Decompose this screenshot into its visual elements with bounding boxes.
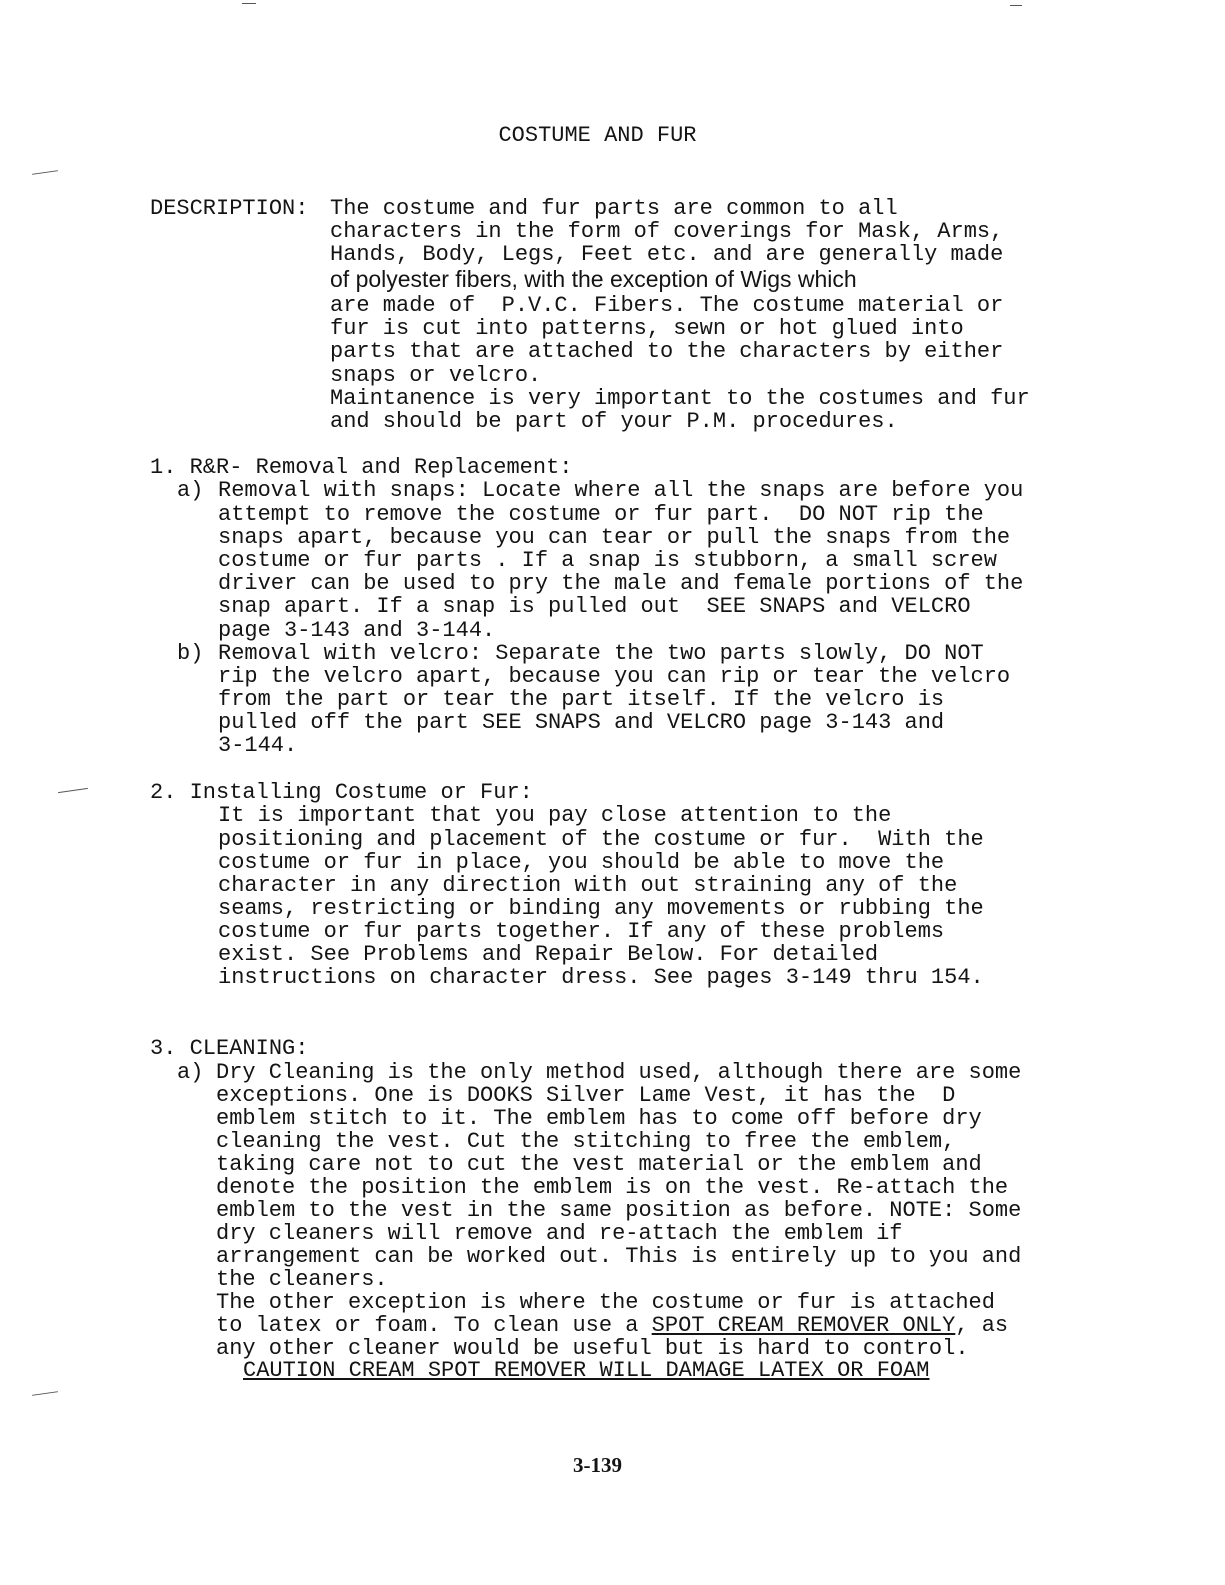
- section-3a-line: denote the position the emblem is on the vest. Re-attach the: [216, 1175, 1009, 1200]
- section-3a-line: Dry Cleaning is the only method used, although there are some: [216, 1060, 1022, 1085]
- caution-notice: CAUTION CREAM SPOT REMOVER WILL DAMAGE LATEX OR FOAM: [243, 1358, 930, 1383]
- section-2-line: exist. See Problems and Repair Below. For detailed: [218, 942, 879, 967]
- section-1b-line: 3-144.: [218, 733, 298, 758]
- section-3a-line: cleaning the vest. Cut the stitching to free the emblem,: [216, 1129, 956, 1154]
- section-2-line: costume or fur parts together. If any of these problems: [218, 919, 945, 944]
- section-2-line: character in any direction with out straining any of the: [218, 873, 958, 898]
- line-text: , as: [955, 1313, 1009, 1338]
- section-3a-line: [216, 1314, 1008, 1337]
- section-3a-line: any other cleaner would be useful but is hard to control.: [216, 1336, 969, 1361]
- description-line: are made of P.V.C. Fibers. The costume material or: [330, 293, 1004, 318]
- section-1b-line: pulled off the part SEE SNAPS and VELCRO page 3-143 and: [218, 710, 945, 735]
- item-marker: b): [177, 641, 204, 666]
- scan-mark: [32, 170, 58, 175]
- section-1a-line: driver can be used to pry the male and female portions of the: [218, 571, 1024, 596]
- section-3a-line: dry cleaners will remove and re-attach the emblem if: [216, 1221, 903, 1246]
- section-2-line: costume or fur in place, you should be able to move the: [218, 850, 945, 875]
- section-1a-line: snaps apart, because you can tear or pull the snaps from the: [218, 525, 1011, 550]
- scan-mark: [242, 3, 256, 4]
- item-marker: a): [177, 1060, 204, 1085]
- section-2-heading: 2. Installing Costume or Fur:: [150, 780, 533, 805]
- description-line: Hands, Body, Legs, Feet etc. and are generally made: [330, 242, 1004, 267]
- section-1a-line: costume or fur parts . If a snap is stubborn, a small screw: [218, 548, 997, 573]
- description-line: and should be part of your P.M. procedures.: [330, 409, 898, 434]
- line-text: to latex or foam. To clean use a: [216, 1313, 652, 1338]
- description-line: characters in the form of coverings for Mask, Arms,: [330, 219, 1004, 244]
- section-1a-line: page 3-143 and 3-144.: [218, 618, 496, 643]
- section-3a-line: the cleaners.: [216, 1267, 388, 1292]
- section-2-line: instructions on character dress. See pages 3-149 thru 154.: [218, 965, 984, 990]
- description-line: parts that are attached to the characters by either: [330, 339, 1004, 364]
- description-label: DESCRIPTION:: [150, 196, 309, 221]
- section-3a-line: exceptions. One is DOOKS Silver Lame Vest, it has the D: [216, 1083, 956, 1108]
- scan-mark: [32, 1391, 58, 1396]
- section-3a-line: arrangement can be worked out. This is entirely up to you and: [216, 1244, 1022, 1269]
- description-line: Maintanence is very important to the costumes and fur: [330, 386, 1030, 411]
- section-1b-line: rip the velcro apart, because you can rip or tear the velcro: [218, 664, 1011, 689]
- item-marker: a): [177, 478, 204, 503]
- page-title: COSTUME AND FUR: [498, 123, 697, 148]
- description-line: of polyester fibers, with the exception of Wigs which: [330, 266, 857, 292]
- section-3a-line: emblem stitch to it. The emblem has to come off before dry: [216, 1106, 982, 1131]
- description-line: fur is cut into patterns, sewn or hot glued into: [330, 316, 964, 341]
- section-1b-line: from the part or tear the part itself. If the velcro is: [218, 687, 945, 712]
- scan-mark: [1010, 5, 1022, 6]
- scan-mark: [58, 788, 88, 793]
- section-3a-line: The other exception is where the costume or fur is attached: [216, 1290, 995, 1315]
- section-1a-line: Removal with snaps: Locate where all the snaps are before you: [218, 478, 1024, 503]
- description-line: The costume and fur parts are common to all: [330, 196, 898, 221]
- spot-cream-remover-emphasis: SPOT CREAM REMOVER ONLY: [651, 1313, 956, 1338]
- section-1b-line: Removal with velcro: Separate the two parts slowly, DO NOT: [218, 641, 984, 666]
- page-number: 3-139: [573, 1453, 622, 1477]
- section-2-line: seams, restricting or binding any movements or rubbing the: [218, 896, 984, 921]
- section-3a-line: taking care not to cut the vest material or the emblem and: [216, 1152, 982, 1177]
- section-1a-line: snap apart. If a snap is pulled out SEE SNAPS and VELCRO: [218, 594, 971, 619]
- section-1a-line: attempt to remove the costume or fur part. DO NOT rip the: [218, 502, 984, 527]
- section-2-line: It is important that you pay close attention to the: [218, 803, 892, 828]
- section-3a-line: emblem to the vest in the same position as before. NOTE: Some: [216, 1198, 1022, 1223]
- section-2-line: positioning and placement of the costume or fur. With the: [218, 827, 984, 852]
- description-line: snaps or velcro.: [330, 363, 542, 388]
- section-1-heading: 1. R&R- Removal and Replacement:: [150, 455, 573, 480]
- section-3-heading: 3. CLEANING:: [150, 1036, 309, 1061]
